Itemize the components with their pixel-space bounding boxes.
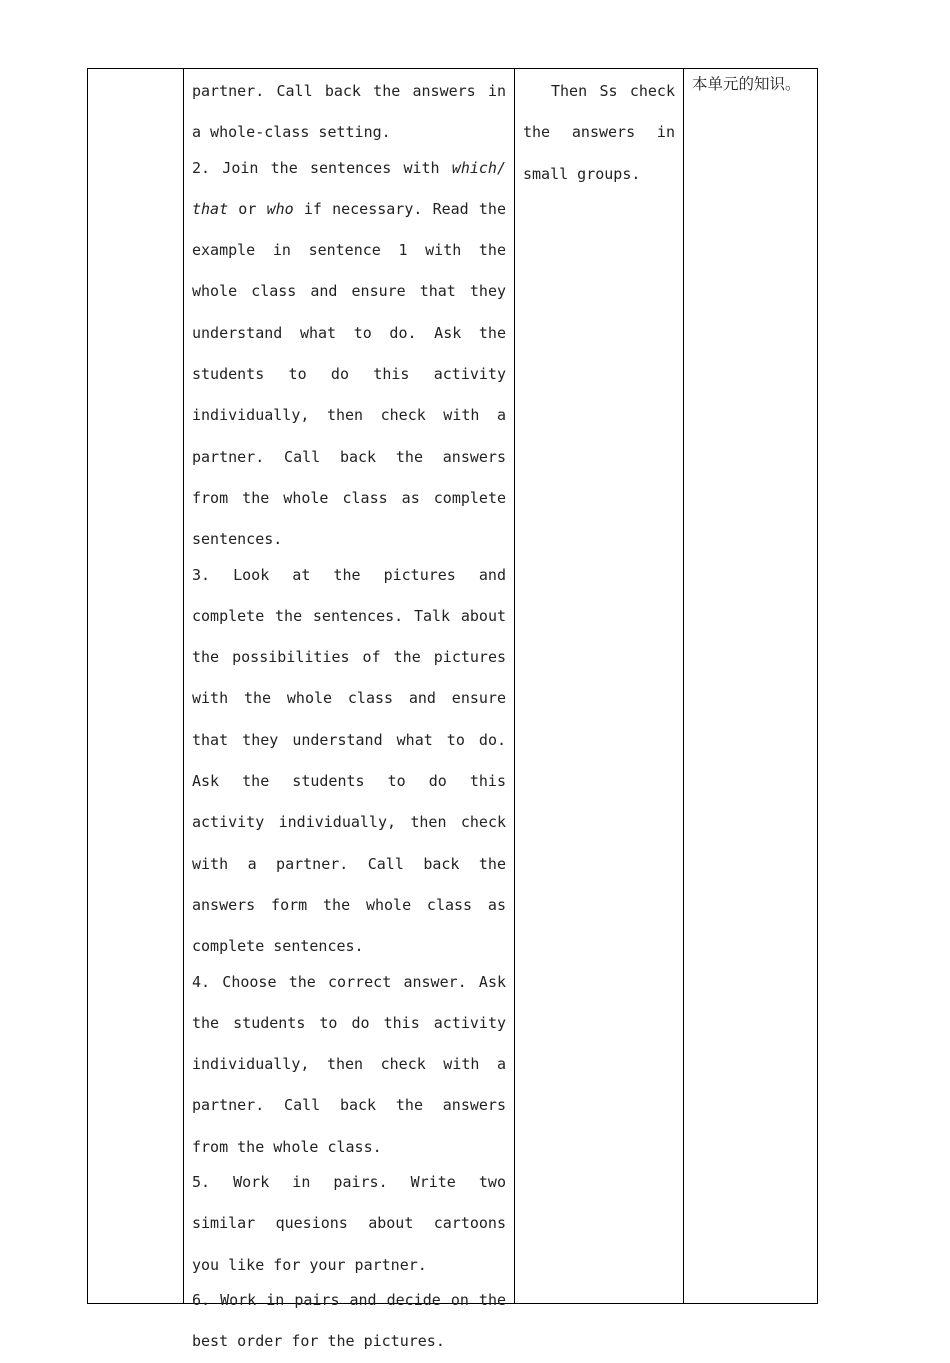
lesson-plan-table xyxy=(87,68,818,1351)
step-cell xyxy=(88,69,183,1303)
procedure-paragraph: partner. Call back the answers in a whole-class setting. xyxy=(192,82,506,142)
student-activity-cell xyxy=(515,69,683,1303)
procedure-paragraph: 5. Work in pairs. Write two similar quesions about cartoons you like for your partner. xyxy=(192,1173,506,1274)
purpose-text: 本单元的知识。 xyxy=(692,75,801,93)
emphasis-text: which/ that xyxy=(192,158,506,218)
procedure-paragraph: 6. Work in pairs and decide on the best order for the pictures. xyxy=(192,1290,506,1351)
procedure-paragraph: 2. Join the sentences with which/ that or who if necessary. Read the example in sentence 1 with the whole class and ensure that they understand what to do. Ask the students to do this activity individually, then check with a partner. Call back the answers from the whole class as complete sentences. xyxy=(192,158,506,549)
purpose-cell xyxy=(684,69,818,1303)
student-activity-text: Then Ss check the answers in small groups. xyxy=(523,82,675,183)
emphasis-text: who xyxy=(266,199,294,218)
teacher-procedure-cell xyxy=(184,69,514,1351)
procedure-paragraph: 3. Look at the pictures and complete the sentences. Talk about the possibilities of the pictures with the whole class and ensure that they understand what to do. Ask the students to do this activity individually, then check with a partner. Call back the answers form the whole class as complete sentences. xyxy=(192,565,506,956)
procedure-paragraph: 4. Choose the correct answer. Ask the students to do this activity individually, then check with a partner. Call back the answers from the whole class. xyxy=(192,972,506,1156)
